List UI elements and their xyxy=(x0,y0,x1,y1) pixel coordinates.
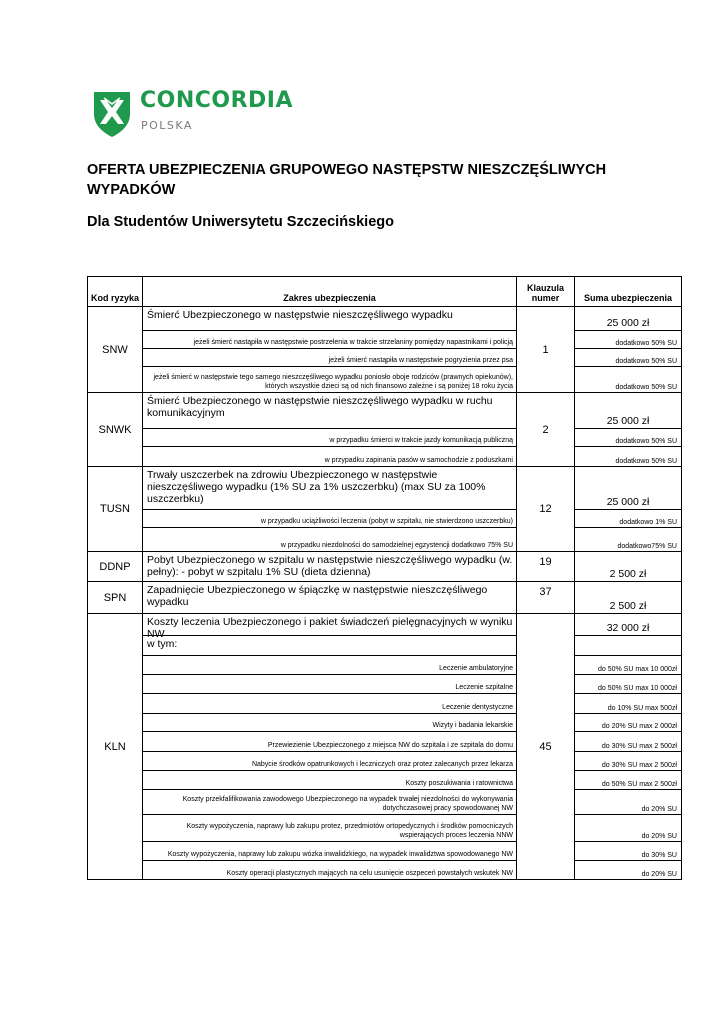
scope-cell xyxy=(143,614,517,880)
risk-code: KLN xyxy=(88,614,143,880)
sum-value: 25 000 zł xyxy=(575,467,681,510)
scope-text: Śmierć Ubezpieczonego w następstwie nieszczęśliwego wypadku xyxy=(143,307,516,331)
sum-value: dodatkowo75% SU xyxy=(617,543,677,550)
scope-text: w przypadku śmierci w trakcie jazdy komunikacją publiczną xyxy=(143,429,516,447)
table-row xyxy=(88,307,682,393)
sum-value: do 30% SU max 2 500zł xyxy=(575,752,681,771)
sum-value: do 20% SU max 2 000zł xyxy=(575,714,681,732)
sum-cell xyxy=(575,307,682,393)
clause-number: 37 xyxy=(517,582,575,614)
clause-number: 1 xyxy=(517,307,575,393)
scope-text: w przypadku uciążliwości leczenia (pobyt w szpitalu, nie stwierdzono uszczerbku) xyxy=(143,510,516,528)
risk-code: SNW xyxy=(88,307,143,393)
scope-text: Wizyty i badania lekarskie xyxy=(143,714,516,732)
sum-value: dodatkowo 50% SU xyxy=(575,331,681,349)
table-header-row xyxy=(88,277,682,307)
header-suma: Suma ubezpieczenia xyxy=(575,277,682,307)
scope-text: Śmierć Ubezpieczonego w następstwie nieszczęśliwego wypadku w ruchu komunikacyjnym xyxy=(143,393,516,429)
sum-value: do 20% SU xyxy=(575,790,681,815)
sum-value: do 20% SU xyxy=(641,871,677,878)
risk-code: SNWK xyxy=(88,393,143,467)
scope-text: Leczenie szpitalne xyxy=(143,675,516,694)
scope-text: Trwały uszczerbek na zdrowiu Ubezpieczonego w następstwie nieszczęśliwego wypadku (1% SU za 1% uszczerbku) (max SU za 100% uszczerbku) xyxy=(143,467,516,510)
scope-text: jeżeli śmierć w następstwie tego samego nieszczęśliwego wypadku poniosło oboje rodziców (prawnych opiekunów), których wszystkie dzieci są od nich finansowo zależne i są poniżej 18 roku życia xyxy=(153,374,513,390)
sum-value: dodatkowo 50% SU xyxy=(575,429,681,447)
scope-cell xyxy=(143,393,517,467)
sum-value: 32 000 zł xyxy=(575,614,681,636)
scope-text: w przypadku zapinania pasów w samochodzie z poduszkami xyxy=(324,457,513,464)
table-row xyxy=(88,393,682,467)
scope-text: Leczenie ambulatoryjne xyxy=(143,656,516,675)
sum-value xyxy=(575,636,681,656)
page-title: OFERTA UBEZPIECZENIA GRUPOWEGO NASTĘPSTW NIESZCZĘŚLIWYCH WYPADKÓW xyxy=(87,162,607,198)
scope-text: jeżeli śmierć nastąpiła w następstwie pogryzienia przez psa xyxy=(143,349,516,367)
sum-value: do 30% SU xyxy=(575,842,681,861)
clause-number: 12 xyxy=(517,467,575,552)
sum-cell xyxy=(575,467,682,552)
table-row xyxy=(88,582,682,614)
sum-value: do 20% SU xyxy=(575,815,681,842)
scope-text: jeżeli śmierć nastąpiła w następstwie postrzelenia w trakcie strzelaniny pomiędzy napastnikami i policją xyxy=(143,331,516,349)
clause-number: 45 xyxy=(517,614,575,880)
scope-text: w tym: xyxy=(143,636,516,656)
sum-cell xyxy=(575,582,682,614)
scope-text: Koszty leczenia Ubezpieczonego i pakiet świadczeń pielęgnacyjnych w wyniku NW xyxy=(143,614,516,636)
sum-value: do 50% SU max 10 000zł xyxy=(575,656,681,675)
risk-code: TUSN xyxy=(88,467,143,552)
scope-text: Przewiezienie Ubezpieczonego z miejsca NW do szpitala i ze szpitala do domu xyxy=(143,732,516,752)
header-zakres: Zakres ubezpieczenia xyxy=(143,277,517,307)
insurance-table xyxy=(87,276,682,880)
sum-value: dodatkowo 50% SU xyxy=(575,349,681,367)
scope-text: Zapadnięcie Ubezpieczonego w śpiączkę w następstwie nieszczęśliwego wypadku xyxy=(147,584,488,608)
sum-value: dodatkowo 1% SU xyxy=(575,510,681,528)
sum-value: do 50% SU max 2 500zł xyxy=(575,771,681,790)
sum-value: dodatkowo 50% SU xyxy=(615,384,677,391)
sum-value: do 30% SU max 2 500zł xyxy=(575,732,681,752)
sum-value: 25 000 zł xyxy=(575,393,681,429)
sum-cell xyxy=(575,614,682,880)
scope-cell xyxy=(143,582,517,614)
header-klauzula: Klauzula numer xyxy=(517,277,575,307)
table-row xyxy=(88,467,682,552)
sum-value: do 10% SU max 500zł xyxy=(575,694,681,714)
scope-cell xyxy=(143,467,517,552)
scope-text: Koszty wypożyczenia, naprawy lub zakupu wózka inwalidzkiego, na wypadek inwalidztwa spowodowanego NW xyxy=(143,842,516,861)
sum-value: 2 500 zł xyxy=(609,568,647,580)
scope-cell xyxy=(143,552,517,582)
scope-text: Nabycie środków opatrunkowych i leczniczych oraz protez zalecanych przez lekarza xyxy=(143,752,516,771)
concordia-logo xyxy=(92,88,294,140)
scope-text: Koszty operacji plastycznych mających na celu usunięcie oszpeceń powstałych wskutek NW xyxy=(226,870,513,877)
sum-value: 2 500 zł xyxy=(609,600,647,612)
table-row xyxy=(88,614,682,880)
shield-logo-icon xyxy=(92,90,132,138)
risk-code: SPN xyxy=(88,582,143,614)
scope-text: Koszty wypożyczenia, naprawy lub zakupu protez, przedmiotów ortopedycznych i środków pomocniczych wspierających proces leczenia NNW xyxy=(143,815,516,842)
scope-text: Koszty przekfalifikowania zawodowego Ubezpieczonego na wypadek trwałej niezdolności do wykonywania dotychczasowej pracy spowodowanej NW xyxy=(143,790,516,815)
sum-value: dodatkowo 50% SU xyxy=(615,458,677,465)
header-kod: Kod ryzyka xyxy=(88,277,143,307)
clause-number: 19 xyxy=(517,552,575,582)
scope-text: Koszty poszukiwania i ratownictwa xyxy=(143,771,516,790)
scope-text: Pobyt Ubezpieczonego w szpitalu w następstwie nieszczęśliwego wypadku (w. pełny): - pobyt w szpitalu 1% SU (dieta dzienna) xyxy=(147,554,513,578)
risk-code: DDNP xyxy=(88,552,143,582)
sum-cell xyxy=(575,552,682,582)
scope-text: Leczenie dentystyczne xyxy=(143,694,516,714)
table-row xyxy=(88,552,682,582)
page-subtitle: Dla Studentów Uniwersytetu Szczecińskiego xyxy=(87,214,394,230)
logo-subtitle: POLSKA xyxy=(141,119,193,132)
sum-cell xyxy=(575,393,682,467)
sum-value: do 50% SU max 10 000zł xyxy=(575,675,681,694)
sum-value: 25 000 zł xyxy=(575,307,681,331)
scope-cell xyxy=(143,307,517,393)
logo-brand-name: CONCORDIA xyxy=(140,88,294,113)
clause-number: 2 xyxy=(517,393,575,467)
scope-text: w przypadku niezdolności do samodzielnej egzystencji dodatkowo 75% SU xyxy=(280,542,513,549)
